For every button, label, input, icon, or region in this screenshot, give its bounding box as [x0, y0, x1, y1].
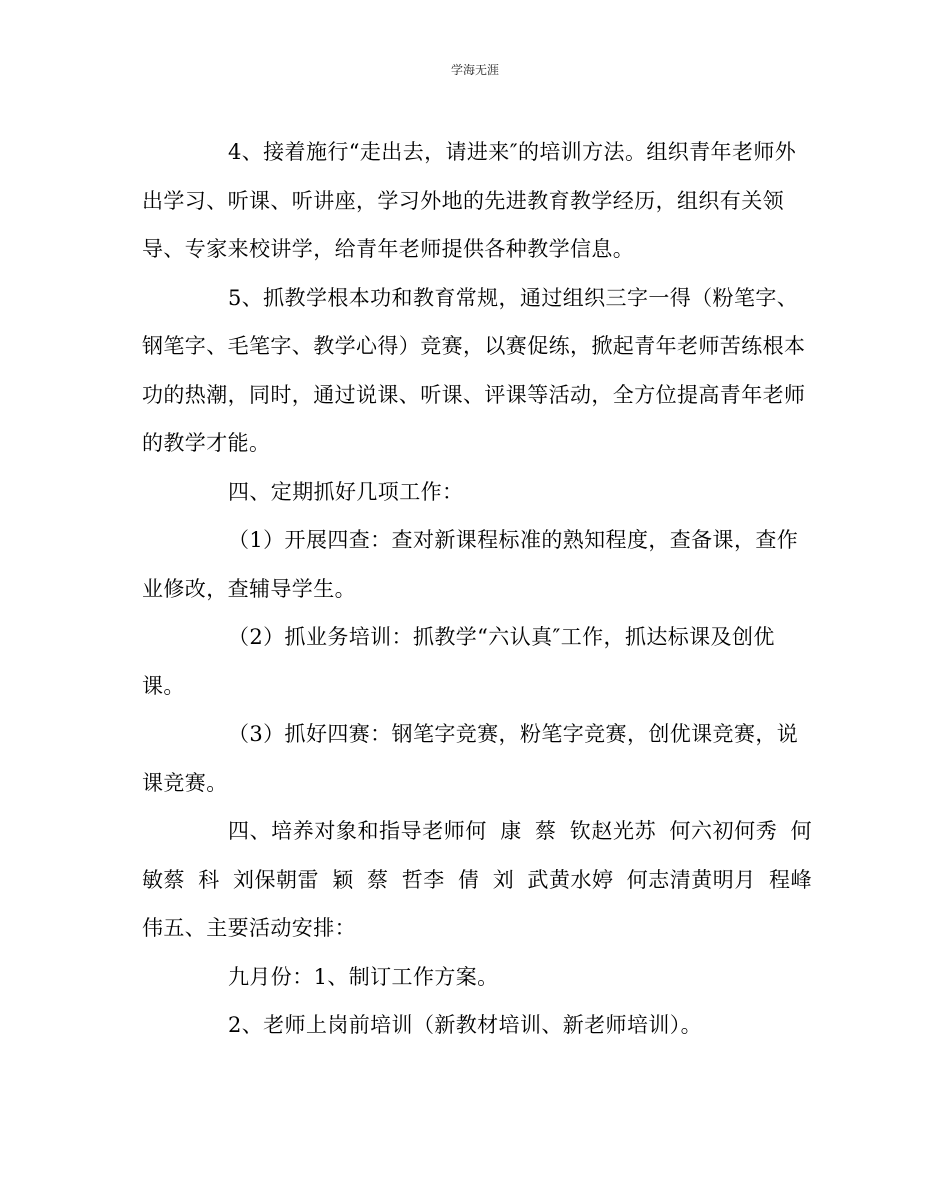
paragraph-trainees-and-mentors: 四、培养对象和指导老师何 康 蔡 钦赵光苏 何六初何秀 何 敏蔡 科 刘保朝雷 颖 蔡 哲李 倩 刘 武黄水婷 何志清黄明月 程峰伟五、主要活动安排： [142, 819, 812, 940]
page-header: 学海无涯 [450, 63, 499, 77]
section-heading-regular-work: 四、定期抓好几项工作： [228, 479, 464, 504]
paragraph-business-training: （2）抓业务培训：抓教学“六认真″工作，抓达标课及创优课。 [142, 625, 775, 698]
document-body [142, 128, 812, 1050]
paragraph-pre-job-training: 2、老师上岗前培训（新教材培训、新老师培训）。 [228, 1013, 703, 1037]
paragraph-september-plan: 九月份：1、制订工作方案。 [228, 964, 499, 989]
paragraph-four-checks: （1）开展四查：查对新课程标准的熟知程度，查备课，查作业修改，查辅导学生。 [142, 528, 799, 601]
paragraph-basic-skills: 5、抓教学根本功和教育常规，通过组织三字一得（粉笔字、钢笔字、毛笔字、教学心得）竞赛，以赛促练，掀起青年老师苦练根本功的热潮，同时，通过说课、听课、评课等活动，全方位提高青年老师的教学才能。 [142, 285, 806, 455]
paragraph-four-contests: （3）抓好四赛：钢笔字竞赛，粉笔字竞赛，创优课竞赛，说课竞赛。 [142, 722, 799, 795]
paragraph-training-method: 4、接着施行“走出去，请进来″的培训方法。组织青年老师外出学习、听课、听讲座，学习外地的先进教育教学经历，组织有关领导、专家来校讲学，给青年老师提供各种教学信息。 [142, 140, 797, 261]
